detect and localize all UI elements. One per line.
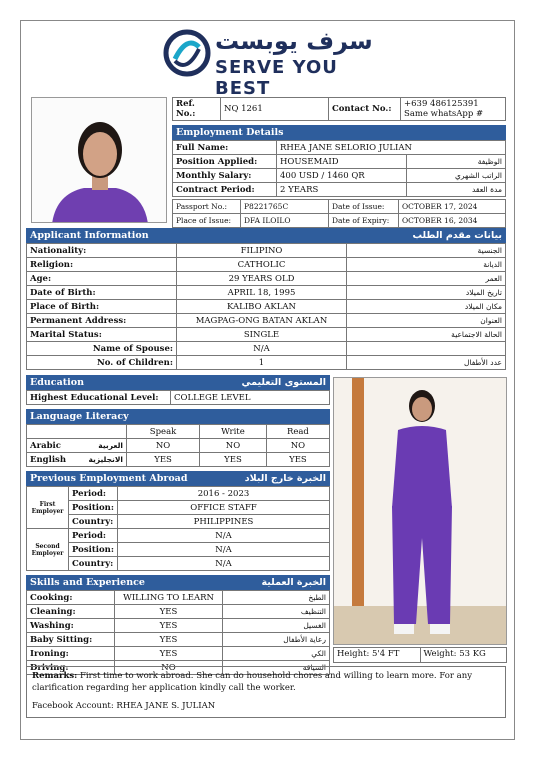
applicant-portrait (31, 97, 167, 223)
table-row: Age: 29 YEARS OLD العمر (27, 272, 506, 286)
position-value: HOUSEMAID (277, 155, 407, 169)
applicant-info-block (26, 228, 506, 370)
facebook-account: Facebook Account: RHEA JANE S. JULIAN (32, 701, 216, 711)
table-row: Driving: NO السياقة (27, 661, 330, 675)
expiry-value: OCTOBER 16, 2034 (399, 214, 506, 228)
salary-ar: الراتب الشهري (407, 169, 506, 183)
applicant-title: Applicant Information (30, 230, 149, 241)
table-row: Permanent Address: MAGPAG-ONG BATAN AKLAN العنوان (27, 314, 506, 328)
contract-value: 2 YEARS (277, 183, 407, 197)
position-label: Position Applied: (173, 155, 277, 169)
issue-date-value: OCTOBER 17, 2024 (399, 200, 506, 214)
remarks-box (26, 666, 506, 718)
first-employer-label: First Employer (27, 487, 69, 529)
passport-value: P8221765C (241, 200, 329, 214)
education-label: Highest Educational Level: (27, 391, 171, 405)
place-issue-value: DFA ILOILO (241, 214, 329, 228)
previous-title-ar: الخبرة خارج البلاد (244, 473, 326, 484)
logo-emblem-icon (163, 29, 211, 77)
remarks-text: First time to work abroad. She can do household chores and willing to learn more. For any clarification regarding her application kindly call the worker. (32, 671, 472, 693)
passport-label: Passport No.: (173, 200, 241, 214)
weight-value: Weight: 53 KG (421, 647, 508, 663)
contract-label: Contract Period: (173, 183, 277, 197)
previous-title: Previous Employment Abroad (30, 473, 188, 484)
contract-ar: مدة العقد (407, 183, 506, 197)
contact-value: +639 486125391 (404, 99, 479, 109)
employment-details-block (172, 97, 506, 228)
table-row: Arabic العربية NO NO NO (27, 439, 330, 453)
expiry-label: Date of Expiry: (329, 214, 399, 228)
employment-title: Employment Details (172, 125, 506, 140)
applicant-title-ar: بيانات مقدم الطلب (412, 230, 502, 241)
logo-english-text: SERVE YOU BEST (215, 57, 338, 99)
table-row: Cleaning: YES التنظيف (27, 605, 330, 619)
table-row: Washing: YES الغسيل (27, 619, 330, 633)
table-row: Religion: CATHOLIC الديانة (27, 258, 506, 272)
table-row: Date of Birth: APRIL 18, 1995 تاريخ الميلاد (27, 286, 506, 300)
education-value: COLLEGE LEVEL (171, 391, 330, 405)
table-row: Marital Status: SINGLE الحالة الاجتماعية (27, 328, 506, 342)
contact-label: Contact No.: (329, 98, 401, 121)
ref-value: NQ 1261 (221, 98, 329, 121)
full-name-value: RHEA JANE SELORIO JULIAN (277, 141, 506, 155)
issue-date-label: Date of Issue: (329, 200, 399, 214)
remarks-label: Remarks: (32, 671, 78, 681)
salary-value: 400 USD / 1460 QR (277, 169, 407, 183)
table-row: English الانجليزية YES YES YES (27, 453, 330, 467)
position-ar: الوظيفة (407, 155, 506, 169)
education-title: Education (30, 377, 84, 388)
place-issue-label: Place of Issue: (173, 214, 241, 228)
table-row: Nationality: FILIPINO الجنسية (27, 244, 506, 258)
table-row: Ironing: YES الكي (27, 647, 330, 661)
table-row: Baby Sitting: YES رعاية الأطفال (27, 633, 330, 647)
contact-note: Same whatsApp # (404, 109, 484, 119)
ref-label: Ref. No.: (173, 98, 221, 121)
education-title-ar: المستوى التعليمي (241, 377, 326, 388)
full-name-label: Full Name: (173, 141, 277, 155)
second-employer-label: Second Employer (27, 529, 69, 571)
table-row: No. of Children: 1 عدد الأطفال (27, 356, 506, 370)
table-row: Name of Spouse: N/A (27, 342, 506, 356)
applicant-full-photo (333, 377, 507, 645)
table-row: Cooking: WILLING TO LEARN الطبخ (27, 591, 330, 605)
cv-page (20, 20, 515, 740)
height-value: Height: 5'4 FT (333, 647, 421, 663)
logo-arabic-text: سرف يوبست (215, 27, 373, 55)
left-column: Education المستوى التعليمي Highest Educational Level: COLLEGE LEVEL Language Literacy Speak Write Read Arabic العربية NO NO NO English الانجليزية YES YES YES Previous Employment Abroad الخبرة خارج البلاد First Employer Period: 2016 - 2023 Position: OFFICE STAFF Country: PHILIPPINES Second Employer Period: N/A Position: N/A Country: N/A Skills and Experience الخبرة العملية Cooking: WILLING TO LEARN الطبخ Cleaning: YES التنظيف Washing: YES الغسيل Baby Sitting: YES رعاية الأطفال Ironing: YES الكي Driving: NO السياقة (26, 375, 330, 675)
salary-label: Monthly Salary: (173, 169, 277, 183)
skills-title-ar: الخبرة العملية (261, 577, 326, 588)
skills-title: Skills and Experience (30, 577, 145, 588)
company-logo (163, 27, 383, 99)
language-title: Language Literacy (26, 409, 330, 424)
table-row: Place of Birth: KALIBO AKLAN مكان الميلاد (27, 300, 506, 314)
